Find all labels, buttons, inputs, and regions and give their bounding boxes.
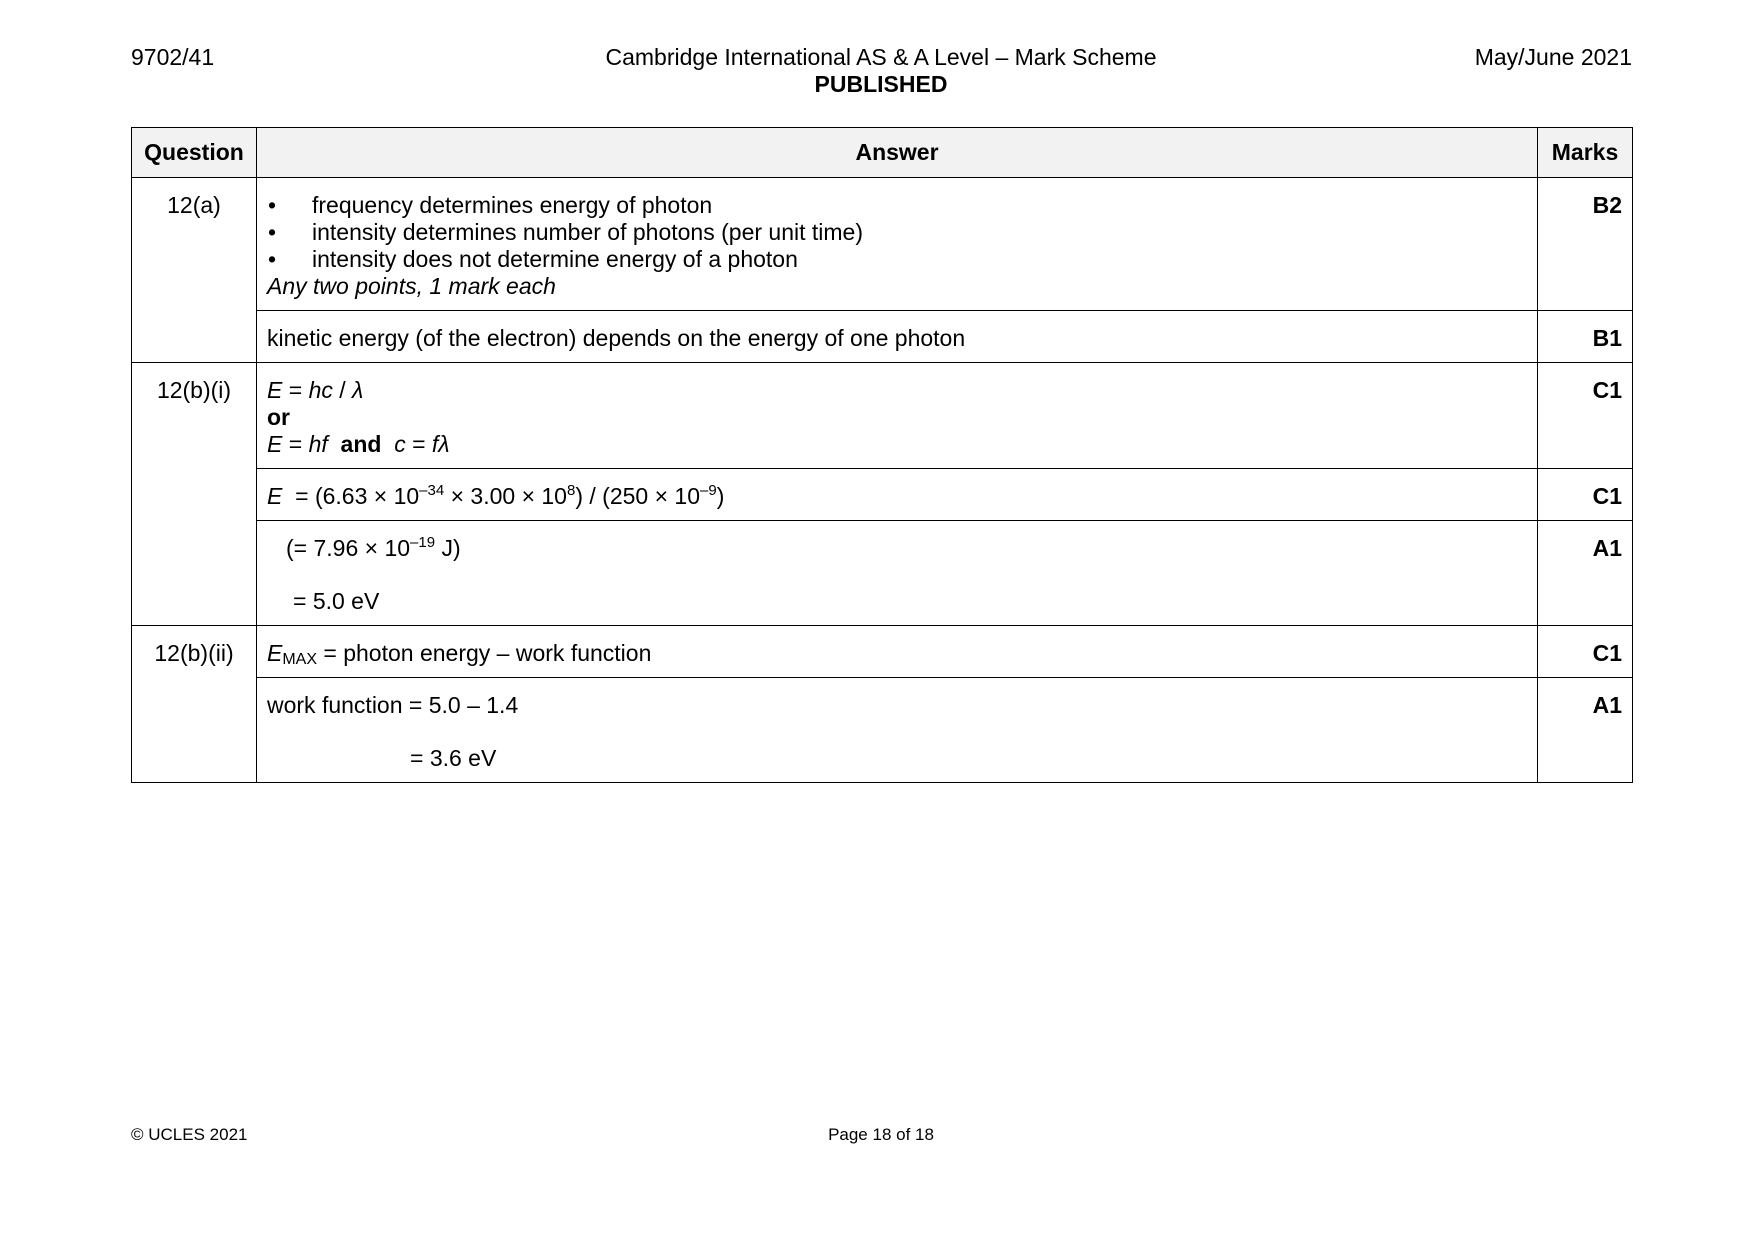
exponent: 8 [566,482,576,499]
symbol-e: E [267,377,283,403]
answer-cell [257,363,1538,469]
bullet-text: intensity does not determine energy of a photon [312,246,798,272]
answer-column-header: Answer [257,128,1538,178]
exponent: –9 [700,482,717,499]
mark-value: B1 [1538,311,1633,363]
equals-sign: = [282,431,309,457]
subscript: MAX [282,651,318,668]
answer-cell [257,311,1538,363]
bullet-item [267,246,1527,273]
published-label: PUBLISHED [814,71,948,97]
answer-cell [257,678,1538,783]
equation-line [267,431,1527,458]
and-label: and [340,431,382,457]
question-column-header: Question [132,128,257,178]
symbol-e: E [267,483,283,509]
answer-cell [257,178,1538,311]
calc-line [267,535,1527,562]
result-line: = 5.0 eV [293,588,380,614]
calc-part: J) [435,535,461,561]
answer-cell [257,469,1538,521]
calc-part: × 3.00 × 10 [444,483,567,509]
table-row [132,469,1633,521]
or-label: or [267,404,290,430]
bullet-text: frequency determines energy of photon [312,192,713,218]
table-row [132,363,1633,469]
marks-column-header: Marks [1538,128,1633,178]
symbol-lambda: λ [352,377,364,403]
question-number: 12(b)(ii) [132,626,257,783]
document-title: Cambridge International AS & A Level – Mark Scheme [605,44,1157,70]
page-number: Page 18 of 18 [828,1125,934,1144]
paper-code: 9702/41 [131,44,215,70]
question-number: 12(a) [132,178,257,363]
calc-part: (= 7.96 × 10 [286,535,411,561]
answer-cell [257,521,1538,626]
mark-value: A1 [1538,678,1633,783]
copyright-notice: © UCLES 2021 [131,1125,248,1144]
answer-text: = photon energy – work function [317,640,652,666]
bullet-icon: • [268,219,277,245]
mark-value: C1 [1538,469,1633,521]
table-row [132,178,1633,311]
equals-sign: = [405,431,432,457]
mark-value: C1 [1538,363,1633,469]
symbol-hc: hc [308,377,333,403]
exponent: –34 [419,482,445,499]
table-row [132,521,1633,626]
calc-part: ) / (250 × 10 [575,483,700,509]
table-row [132,678,1633,783]
table-row [132,311,1633,363]
symbol-hf: hf [308,431,328,457]
marking-note: Any two points, 1 mark each [267,273,556,299]
symbol-c: c [394,431,406,457]
bullet-item [267,192,1527,219]
calc-part: = (6.63 × 10 [282,483,420,509]
bullet-text: intensity determines number of photons (per unit time) [312,219,863,245]
calc-part: ) [716,483,725,509]
divide-sign: / [332,377,353,403]
exam-session: May/June 2021 [1474,44,1632,70]
table-header-row [132,128,1633,178]
mark-value: C1 [1538,626,1633,678]
equals-sign: = [282,377,309,403]
exponent: –19 [410,534,436,551]
bullet-icon: • [268,192,277,218]
mark-value: B2 [1538,178,1633,311]
symbol-f-lambda: fλ [431,431,450,457]
mark-value: A1 [1538,521,1633,626]
bullet-item [267,219,1527,246]
result-line: = 3.6 eV [410,745,497,771]
calc-line: work function = 5.0 – 1.4 [267,692,519,718]
bullet-icon: • [268,246,277,272]
table-row [132,626,1633,678]
symbol-e: E [267,640,283,666]
answer-cell [257,626,1538,678]
question-number: 12(b)(i) [132,363,257,626]
equation-line [267,377,1527,404]
answer-text: kinetic energy (of the electron) depends on the energy of one photon [267,325,966,351]
mark-scheme-table [131,127,1633,783]
symbol-e: E [267,431,283,457]
